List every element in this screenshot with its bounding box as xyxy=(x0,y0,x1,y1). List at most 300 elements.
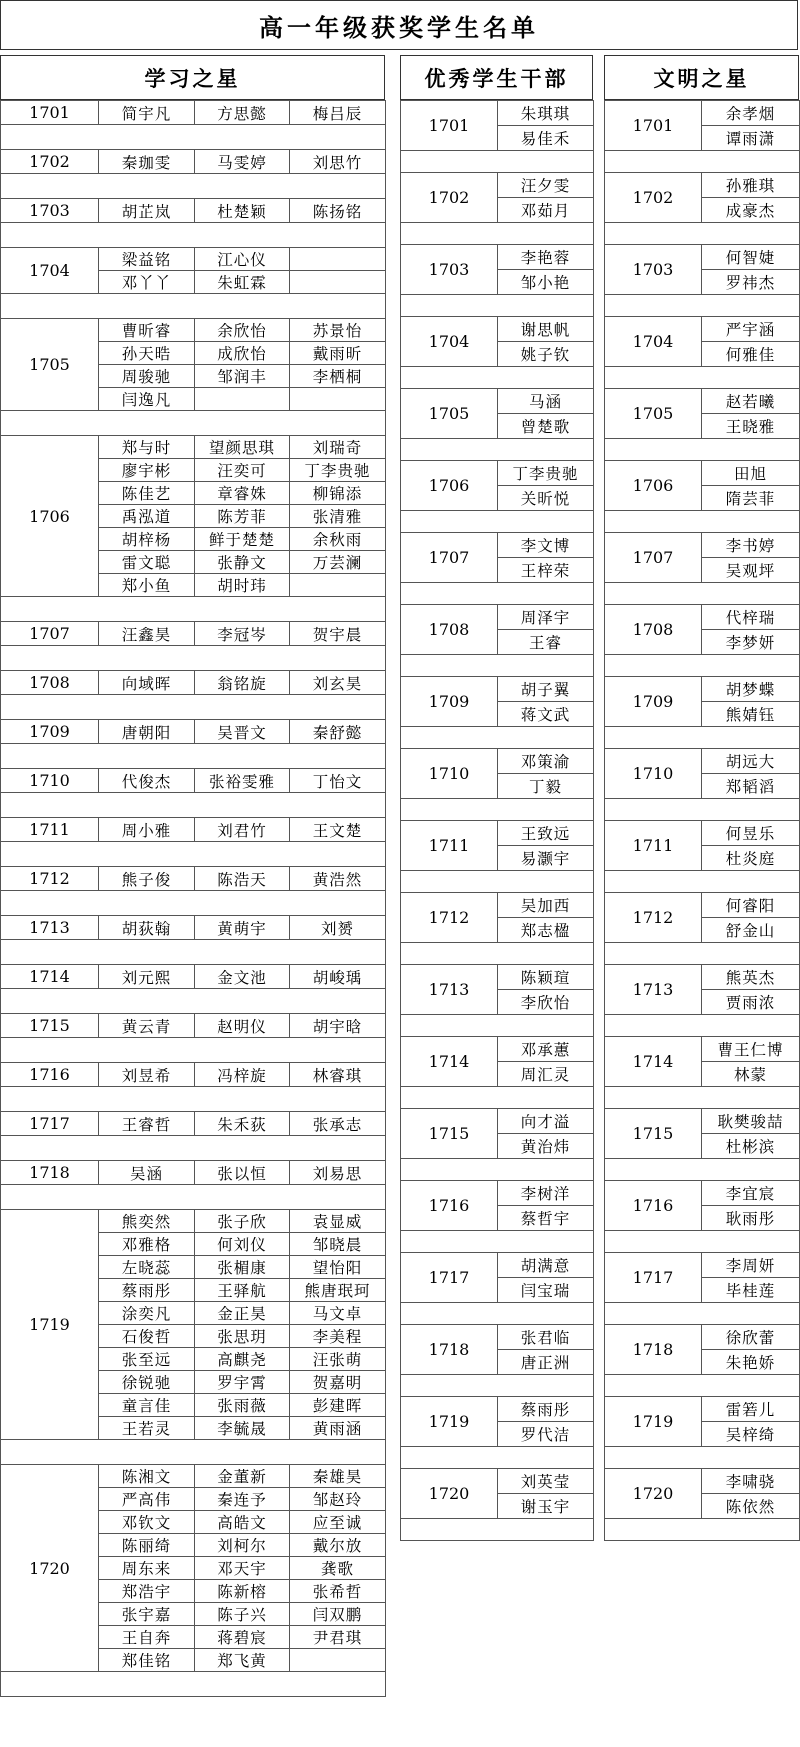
spacer-row xyxy=(1,223,386,248)
class-number-cell: 1718 xyxy=(605,1325,702,1375)
student-name-cell: 涂奕凡 xyxy=(99,1302,195,1325)
student-name-cell: 郑与时 xyxy=(99,436,195,459)
student-name-cell: 杜炎庭 xyxy=(702,846,800,871)
student-name-cell: 黄雨涵 xyxy=(290,1417,386,1440)
student-name-cell: 汪夕雯 xyxy=(498,173,594,198)
spacer-row xyxy=(401,151,594,173)
spacer-row xyxy=(401,1447,594,1469)
student-name-cell: 左晓蕊 xyxy=(99,1256,195,1279)
student-name-cell: 刘昱希 xyxy=(99,1063,195,1087)
spacer-cell xyxy=(401,367,594,389)
student-name-cell: 张静文 xyxy=(195,551,290,574)
student-name-cell: 方思懿 xyxy=(195,101,290,125)
class-number-cell: 1714 xyxy=(1,965,99,989)
student-name-cell: 向域晖 xyxy=(99,671,195,695)
student-name-cell: 秦雄昊 xyxy=(290,1465,386,1488)
student-name-cell: 李冠岑 xyxy=(195,622,290,646)
student-name-cell: 彭建晖 xyxy=(290,1394,386,1417)
class-number-cell: 1708 xyxy=(1,671,99,695)
student-name-cell: 罗祎杰 xyxy=(702,270,800,295)
student-name-cell: 廖宇彬 xyxy=(99,459,195,482)
table-row xyxy=(401,749,594,774)
table-row xyxy=(605,533,800,558)
student-name-cell: 丁毅 xyxy=(498,774,594,799)
student-name-cell: 黄治炜 xyxy=(498,1134,594,1159)
student-name-cell: 秦连予 xyxy=(195,1488,290,1511)
spacer-cell xyxy=(605,799,800,821)
student-name-cell: 秦珈雯 xyxy=(99,150,195,174)
student-name-cell: 耿樊骏喆 xyxy=(702,1109,800,1134)
spacer-cell xyxy=(1,411,386,436)
spacer-cell xyxy=(605,367,800,389)
class-number-cell: 1717 xyxy=(1,1112,99,1136)
spacer-cell xyxy=(1,294,386,319)
spacer-row xyxy=(605,871,800,893)
student-name-cell: 高皓文 xyxy=(195,1511,290,1534)
student-name-cell: 王睿 xyxy=(498,630,594,655)
student-name-cell: 蒋文武 xyxy=(498,702,594,727)
spacer-row xyxy=(401,1087,594,1109)
class-number-cell: 1704 xyxy=(1,248,99,294)
student-name-cell: 熊英杰 xyxy=(702,965,800,990)
student-name-cell: 张裕雯雅 xyxy=(195,769,290,793)
student-name-cell: 胡梦蝶 xyxy=(702,677,800,702)
table-row xyxy=(401,821,594,846)
spacer-cell xyxy=(401,1519,594,1541)
student-name-cell: 易佳禾 xyxy=(498,126,594,151)
class-number-cell: 1717 xyxy=(401,1253,498,1303)
student-name-cell: 严宇涵 xyxy=(702,317,800,342)
spacer-cell xyxy=(401,1087,594,1109)
table-row xyxy=(605,893,800,918)
table-row xyxy=(605,101,800,126)
student-name-cell: 胡满意 xyxy=(498,1253,594,1278)
class-number-cell: 1704 xyxy=(401,317,498,367)
student-name-cell: 周东来 xyxy=(99,1557,195,1580)
table-row xyxy=(401,677,594,702)
spacer-cell xyxy=(401,1303,594,1325)
student-name-cell: 代俊杰 xyxy=(99,769,195,793)
student-name-cell: 李文博 xyxy=(498,533,594,558)
table-row xyxy=(1,150,386,174)
student-name-cell: 张楣康 xyxy=(195,1256,290,1279)
student-name-cell: 闫逸凡 xyxy=(99,388,195,411)
spacer-row xyxy=(401,511,594,533)
student-name-cell: 郑飞黄 xyxy=(195,1649,290,1672)
student-name-cell: 谢玉宇 xyxy=(498,1494,594,1519)
student-name-cell: 贺宇晨 xyxy=(290,622,386,646)
student-name-cell: 曹昕睿 xyxy=(99,319,195,342)
class-number-cell: 1707 xyxy=(401,533,498,583)
student-name-cell: 吴梓绮 xyxy=(702,1422,800,1447)
student-name-cell: 易灏宇 xyxy=(498,846,594,871)
student-name-cell: 周汇灵 xyxy=(498,1062,594,1087)
student-name-cell: 徐欣蕾 xyxy=(702,1325,800,1350)
student-name-cell: 章睿姝 xyxy=(195,482,290,505)
student-name-cell: 邓雅格 xyxy=(99,1233,195,1256)
class-number-cell: 1718 xyxy=(401,1325,498,1375)
table-row xyxy=(1,101,386,125)
table-row xyxy=(1,965,386,989)
table-row xyxy=(605,965,800,990)
class-number-cell: 1720 xyxy=(605,1469,702,1519)
spacer-row xyxy=(605,1375,800,1397)
student-name-cell: 李美程 xyxy=(290,1325,386,1348)
student-name-cell: 黄云青 xyxy=(99,1014,195,1038)
table-row xyxy=(1,436,386,459)
student-name-cell: 邓承蕙 xyxy=(498,1037,594,1062)
spacer-cell xyxy=(1,1672,386,1697)
student-name-cell: 余孝烟 xyxy=(702,101,800,126)
spacer-cell xyxy=(605,1447,800,1469)
student-name-cell: 望颜思琪 xyxy=(195,436,290,459)
table-row xyxy=(605,173,800,198)
table-row xyxy=(605,1253,800,1278)
table-row xyxy=(605,749,800,774)
student-name-cell: 王梓荣 xyxy=(498,558,594,583)
student-name-cell: 何昱乐 xyxy=(702,821,800,846)
student-name-cell: 朱禾荻 xyxy=(195,1112,290,1136)
student-name-cell: 吴涵 xyxy=(99,1161,195,1185)
student-name-cell: 李宜宸 xyxy=(702,1181,800,1206)
table-row xyxy=(401,1109,594,1134)
student-name-cell: 蒋碧宸 xyxy=(195,1626,290,1649)
spacer-row xyxy=(401,367,594,389)
student-name-cell: 雷箬儿 xyxy=(702,1397,800,1422)
student-name-cell: 王自奔 xyxy=(99,1626,195,1649)
student-name-cell: 张雨薇 xyxy=(195,1394,290,1417)
student-name-cell: 雷文聪 xyxy=(99,551,195,574)
student-name-cell: 张君临 xyxy=(498,1325,594,1350)
student-name-cell: 高麒尧 xyxy=(195,1348,290,1371)
student-name-cell: 戴雨昕 xyxy=(290,342,386,365)
spacer-cell xyxy=(605,151,800,173)
spacer-cell xyxy=(1,223,386,248)
student-name-cell: 田旭 xyxy=(702,461,800,486)
spacer-row xyxy=(1,411,386,436)
spacer-row xyxy=(401,1519,594,1541)
spacer-row xyxy=(605,1087,800,1109)
student-name-cell: 陈丽绮 xyxy=(99,1534,195,1557)
spacer-row xyxy=(605,799,800,821)
class-number-cell: 1709 xyxy=(605,677,702,727)
student-name-cell: 赵明仪 xyxy=(195,1014,290,1038)
student-name-cell: 朱琪琪 xyxy=(498,101,594,126)
student-name-cell: 石俊哲 xyxy=(99,1325,195,1348)
table-row xyxy=(605,1037,800,1062)
student-name-cell: 成欣怡 xyxy=(195,342,290,365)
student-name-cell: 向才溢 xyxy=(498,1109,594,1134)
student-name-cell: 尹君琪 xyxy=(290,1626,386,1649)
student-name-cell: 杜彬滨 xyxy=(702,1134,800,1159)
student-name-cell: 熊奕然 xyxy=(99,1210,195,1233)
spacer-cell xyxy=(605,655,800,677)
spacer-cell xyxy=(401,583,594,605)
student-name-cell: 汪鑫昊 xyxy=(99,622,195,646)
class-number-cell: 1709 xyxy=(401,677,498,727)
student-name-cell: 郑浩宇 xyxy=(99,1580,195,1603)
study-star-table xyxy=(0,100,386,1697)
class-number-cell: 1716 xyxy=(605,1181,702,1231)
class-number-cell: 1717 xyxy=(605,1253,702,1303)
student-name-cell: 孙雅琪 xyxy=(702,173,800,198)
spacer-row xyxy=(605,1159,800,1181)
student-name-cell: 陈颖瑄 xyxy=(498,965,594,990)
spacer-row xyxy=(1,744,386,769)
class-number-cell: 1703 xyxy=(1,199,99,223)
table-row xyxy=(605,1397,800,1422)
student-name-cell: 王驿航 xyxy=(195,1279,290,1302)
table-row xyxy=(605,821,800,846)
spacer-row xyxy=(1,695,386,720)
student-name-cell xyxy=(290,271,386,294)
spacer-cell xyxy=(605,1519,800,1541)
spacer-cell xyxy=(401,1231,594,1253)
student-name-cell: 禹泓道 xyxy=(99,505,195,528)
student-name-cell: 何睿阳 xyxy=(702,893,800,918)
table-row xyxy=(401,1469,594,1494)
student-name-cell: 胡时玮 xyxy=(195,574,290,597)
class-number-cell: 1705 xyxy=(1,319,99,411)
table-row xyxy=(401,245,594,270)
student-name-cell: 张子欣 xyxy=(195,1210,290,1233)
spacer-row xyxy=(605,439,800,461)
student-name-cell: 张以恒 xyxy=(195,1161,290,1185)
student-name-cell: 陈子兴 xyxy=(195,1603,290,1626)
table-row xyxy=(605,1325,800,1350)
student-name-cell: 邓钦文 xyxy=(99,1511,195,1534)
student-name-cell: 谢思帆 xyxy=(498,317,594,342)
table-row xyxy=(1,671,386,695)
spacer-cell xyxy=(401,1447,594,1469)
student-name-cell: 汪张萌 xyxy=(290,1348,386,1371)
student-name-cell: 林蒙 xyxy=(702,1062,800,1087)
class-number-cell: 1712 xyxy=(401,893,498,943)
table-row xyxy=(1,867,386,891)
spacer-cell xyxy=(1,1185,386,1210)
class-number-cell: 1719 xyxy=(401,1397,498,1447)
student-name-cell: 梁益铭 xyxy=(99,248,195,271)
spacer-row xyxy=(401,223,594,245)
spacer-cell xyxy=(401,1015,594,1037)
spacer-row xyxy=(401,1375,594,1397)
student-name-cell: 万芸澜 xyxy=(290,551,386,574)
student-name-cell: 丁李贵驰 xyxy=(498,461,594,486)
table-row xyxy=(401,173,594,198)
class-number-cell: 1715 xyxy=(1,1014,99,1038)
student-name-cell: 陈新榕 xyxy=(195,1580,290,1603)
student-name-cell: 郑韬滔 xyxy=(702,774,800,799)
class-number-cell: 1714 xyxy=(401,1037,498,1087)
student-name-cell: 毕桂莲 xyxy=(702,1278,800,1303)
spacer-cell xyxy=(401,943,594,965)
student-name-cell: 邓茹月 xyxy=(498,198,594,223)
spacer-cell xyxy=(1,940,386,965)
class-number-cell: 1719 xyxy=(605,1397,702,1447)
class-number-cell: 1706 xyxy=(1,436,99,597)
spacer-row xyxy=(1,597,386,622)
student-name-cell: 汪奕可 xyxy=(195,459,290,482)
class-number-cell: 1710 xyxy=(605,749,702,799)
class-number-cell: 1720 xyxy=(1,1465,99,1672)
student-name-cell: 金正昊 xyxy=(195,1302,290,1325)
student-name-cell: 赵若曦 xyxy=(702,389,800,414)
spacer-row xyxy=(605,1303,800,1325)
cadre-heading: 优秀学生干部 xyxy=(400,55,593,100)
student-name-cell: 龚歌 xyxy=(290,1557,386,1580)
student-name-cell: 贺嘉明 xyxy=(290,1371,386,1394)
spacer-row xyxy=(1,1136,386,1161)
spacer-row xyxy=(1,842,386,867)
table-row xyxy=(1,1063,386,1087)
student-name-cell: 陈佳艺 xyxy=(99,482,195,505)
table-row xyxy=(1,199,386,223)
student-name-cell: 吴晋文 xyxy=(195,720,290,744)
spacer-row xyxy=(1,294,386,319)
class-number-cell: 1702 xyxy=(1,150,99,174)
class-number-cell: 1705 xyxy=(605,389,702,439)
student-name-cell: 吴加西 xyxy=(498,893,594,918)
student-name-cell: 金董新 xyxy=(195,1465,290,1488)
student-name-cell: 望怡阳 xyxy=(290,1256,386,1279)
class-number-cell: 1707 xyxy=(605,533,702,583)
spacer-cell xyxy=(1,1038,386,1063)
table-row xyxy=(605,1109,800,1134)
spacer-row xyxy=(605,367,800,389)
spacer-row xyxy=(605,511,800,533)
student-name-cell: 熊唐珉珂 xyxy=(290,1279,386,1302)
student-name-cell: 贾雨浓 xyxy=(702,990,800,1015)
student-name-cell: 张宇嘉 xyxy=(99,1603,195,1626)
student-name-cell: 简宇凡 xyxy=(99,101,195,125)
student-name-cell: 严高伟 xyxy=(99,1488,195,1511)
table-row xyxy=(1,1161,386,1185)
spacer-row xyxy=(1,1087,386,1112)
student-name-cell: 李艳蓉 xyxy=(498,245,594,270)
student-name-cell: 胡远大 xyxy=(702,749,800,774)
class-number-cell: 1718 xyxy=(1,1161,99,1185)
spacer-cell xyxy=(1,891,386,916)
spacer-row xyxy=(1,125,386,150)
table-row xyxy=(1,248,386,271)
student-name-cell: 胡梓杨 xyxy=(99,528,195,551)
table-row xyxy=(1,319,386,342)
spacer-row xyxy=(401,295,594,317)
student-name-cell: 郑小鱼 xyxy=(99,574,195,597)
class-number-cell: 1707 xyxy=(1,622,99,646)
table-row xyxy=(401,1325,594,1350)
table-row xyxy=(401,1181,594,1206)
class-number-cell: 1708 xyxy=(401,605,498,655)
table-row xyxy=(1,818,386,842)
student-name-cell: 关昕悦 xyxy=(498,486,594,511)
student-name-cell: 邓丫丫 xyxy=(99,271,195,294)
student-name-cell: 罗代洁 xyxy=(498,1422,594,1447)
spacer-row xyxy=(401,1159,594,1181)
student-name-cell: 刘玄昊 xyxy=(290,671,386,695)
student-name-cell: 王文楚 xyxy=(290,818,386,842)
student-name-cell: 胡荻翰 xyxy=(99,916,195,940)
student-name-cell: 孙天晧 xyxy=(99,342,195,365)
spacer-cell xyxy=(605,943,800,965)
spacer-cell xyxy=(605,871,800,893)
spacer-cell xyxy=(605,1303,800,1325)
student-name-cell: 熊婧钰 xyxy=(702,702,800,727)
student-name-cell: 黄萌宇 xyxy=(195,916,290,940)
student-name-cell: 邹晓晨 xyxy=(290,1233,386,1256)
class-number-cell: 1701 xyxy=(401,101,498,151)
spacer-row xyxy=(1,646,386,671)
student-name-cell: 刘君竹 xyxy=(195,818,290,842)
spacer-row xyxy=(401,1303,594,1325)
spacer-cell xyxy=(401,1375,594,1397)
student-name-cell: 闫双鹏 xyxy=(290,1603,386,1626)
student-name-cell xyxy=(290,248,386,271)
spacer-row xyxy=(1,1672,386,1697)
class-number-cell: 1703 xyxy=(605,245,702,295)
student-name-cell: 郑佳铭 xyxy=(99,1649,195,1672)
spacer-cell xyxy=(1,793,386,818)
table-row xyxy=(401,1253,594,1278)
student-name-cell: 陈芳菲 xyxy=(195,505,290,528)
student-name-cell: 童言佳 xyxy=(99,1394,195,1417)
student-name-cell: 王晓雅 xyxy=(702,414,800,439)
class-number-cell: 1709 xyxy=(1,720,99,744)
class-number-cell: 1713 xyxy=(1,916,99,940)
table-row xyxy=(605,677,800,702)
spacer-cell xyxy=(605,583,800,605)
spacer-row xyxy=(401,943,594,965)
class-number-cell: 1711 xyxy=(1,818,99,842)
student-name-cell: 朱艳娇 xyxy=(702,1350,800,1375)
student-name-cell: 黄浩然 xyxy=(290,867,386,891)
civil-star-table xyxy=(604,100,800,1541)
class-number-cell: 1715 xyxy=(605,1109,702,1159)
student-name-cell: 胡芷岚 xyxy=(99,199,195,223)
student-name-cell: 李啸骁 xyxy=(702,1469,800,1494)
student-name-cell: 刘思竹 xyxy=(290,150,386,174)
student-name-cell: 陈湘文 xyxy=(99,1465,195,1488)
table-row xyxy=(401,965,594,990)
student-name-cell: 李毓晟 xyxy=(195,1417,290,1440)
table-row xyxy=(605,461,800,486)
class-number-cell: 1710 xyxy=(1,769,99,793)
student-name-cell: 鲜于楚楚 xyxy=(195,528,290,551)
spacer-row xyxy=(1,940,386,965)
spacer-cell xyxy=(1,646,386,671)
student-name-cell: 邓策渝 xyxy=(498,749,594,774)
spacer-row xyxy=(1,989,386,1014)
study-star-heading: 学习之星 xyxy=(0,55,385,100)
table-row xyxy=(401,101,594,126)
student-name-cell: 吴观坪 xyxy=(702,558,800,583)
spacer-row xyxy=(401,799,594,821)
spacer-row xyxy=(401,583,594,605)
spacer-cell xyxy=(605,1015,800,1037)
spacer-row xyxy=(401,439,594,461)
class-number-cell: 1711 xyxy=(605,821,702,871)
spacer-cell xyxy=(401,439,594,461)
spacer-row xyxy=(1,1038,386,1063)
class-number-cell: 1701 xyxy=(1,101,99,125)
student-name-cell: 苏景怡 xyxy=(290,319,386,342)
spacer-row xyxy=(605,943,800,965)
class-number-cell: 1702 xyxy=(401,173,498,223)
table-row xyxy=(401,461,594,486)
student-name-cell: 朱虹霖 xyxy=(195,271,290,294)
table-row xyxy=(605,1181,800,1206)
spacer-row xyxy=(605,1519,800,1541)
